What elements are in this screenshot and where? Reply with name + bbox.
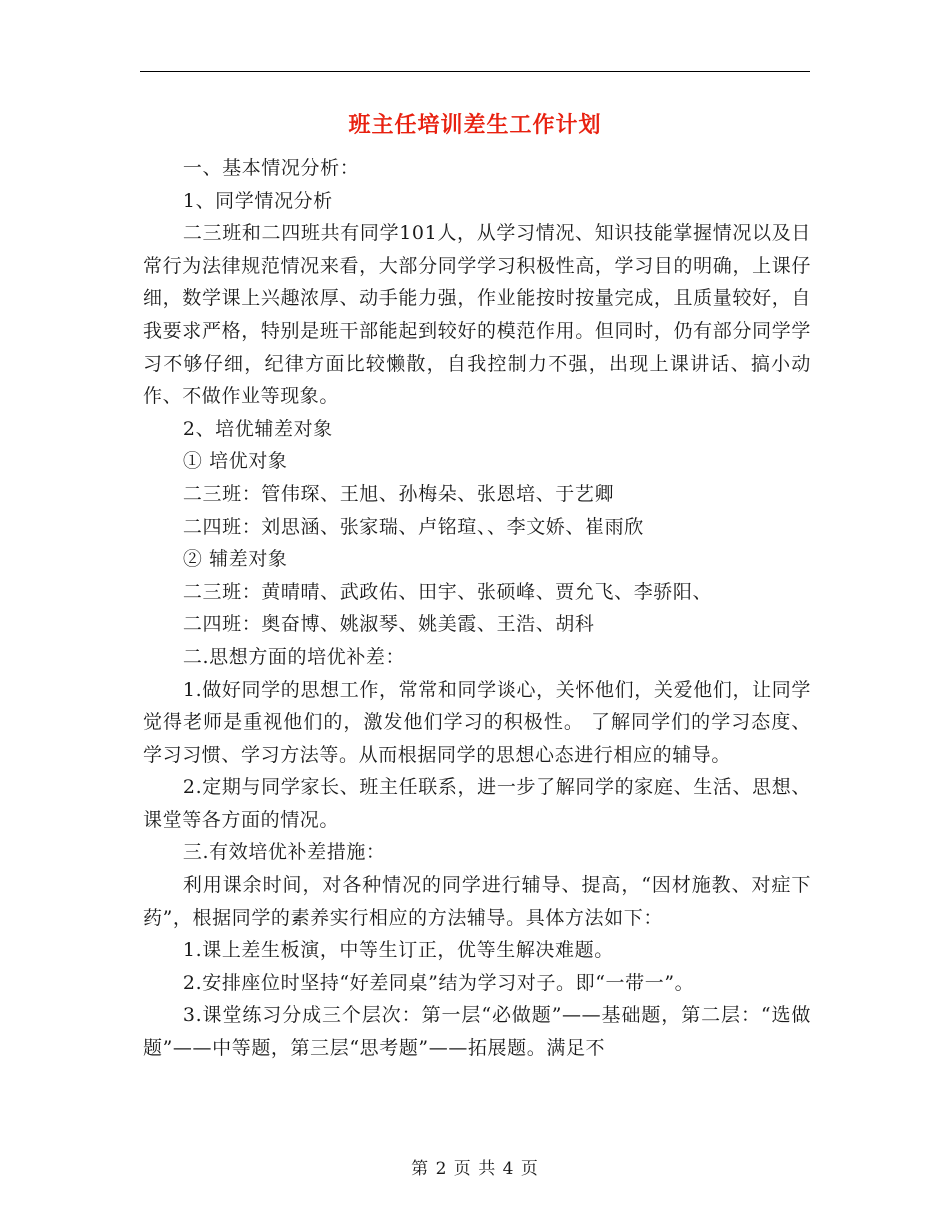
paragraph-measure-3: 3.课堂练习分成三个层次：第一层“必做题”——基础题，第二层：“选做题”——中等题，第三层“思考题”——拓展题。满足不 — [143, 1004, 811, 1060]
label-excellent-students: ① 培优对象 — [182, 450, 288, 473]
document-body — [143, 152, 811, 1065]
heading-measures: 三.有效培优补差措施： — [182, 841, 386, 864]
paragraph-student-situation: 二三班和二四班共有同学101人，从学习情况、知识技能掌握情况以及日常行为法律规范情况来看，大部分同学学习积极性高，学习目的明确，上课仔细，数学课上兴趣浓厚、动手能力强，作业能按时按量完成，且质量较好，自我要求严格，特别是班干部能起到较好的模范作用。但同时，仍有部分同学学习不够仔细，纪律方面比较懒散，自我控制力不强，出现上课讲话、搞小动作、不做作业等现象。 — [143, 222, 811, 408]
page-number: 第 2 页 共 4 页 — [411, 1159, 539, 1179]
paragraph-measure-2: 2.安排座位时坚持“好差同桌”结为学习对子。即“一带一”。 — [182, 971, 695, 994]
list-class-23-excellent: 二三班：管伟琛、王旭、孙梅朵、张恩培、于艺卿 — [182, 482, 615, 505]
paragraph-ideology-1: 1.做好同学的思想工作，常常和同学谈心，关怀他们，关爱他们，让同学觉得老师是重视他们的，激发他们学习的积极性。 了解同学们的学习态度、学习习惯、学习方法等。从而根据同学的思想心态进行相应的辅导。 — [143, 678, 811, 766]
list-class-23-struggling: 二三班：黄晴晴、武政佑、田宇、张硕峰、贾允飞、李骄阳、 — [182, 580, 713, 603]
subheading-target-students: 2、培优辅差对象 — [182, 417, 333, 440]
list-class-24-excellent: 二四班：刘思涵、张家瑞、卢铭瑄、、李文娇、崔雨欣 — [182, 515, 644, 538]
paragraph-ideology-2: 2.定期与同学家长、班主任联系，进一步了解同学的家庭、生活、思想、课堂等各方面的情况。 — [143, 776, 811, 831]
document-title: 班主任培训差生工作计划 — [348, 112, 602, 138]
heading-ideology: 二.思想方面的培优补差： — [182, 645, 406, 668]
heading-basic-analysis: 一、基本情况分析： — [182, 157, 360, 179]
paragraph-measures-intro: 利用课余时间，对各种情况的同学进行辅导、提高，“因材施教、对症下药”，根据同学的素养实行相应的方法辅导。具体方法如下： — [143, 874, 811, 929]
subheading-student-analysis: 1、同学情况分析 — [182, 189, 333, 212]
label-struggling-students: ② 辅差对象 — [182, 548, 288, 571]
list-class-24-struggling: 二四班：奥奋博、姚淑琴、姚美霞、王浩、胡科 — [182, 613, 595, 636]
paragraph-measure-1: 1.课上差生板演，中等生订正，优等生解决难题。 — [182, 939, 614, 962]
header-rule — [140, 71, 810, 72]
